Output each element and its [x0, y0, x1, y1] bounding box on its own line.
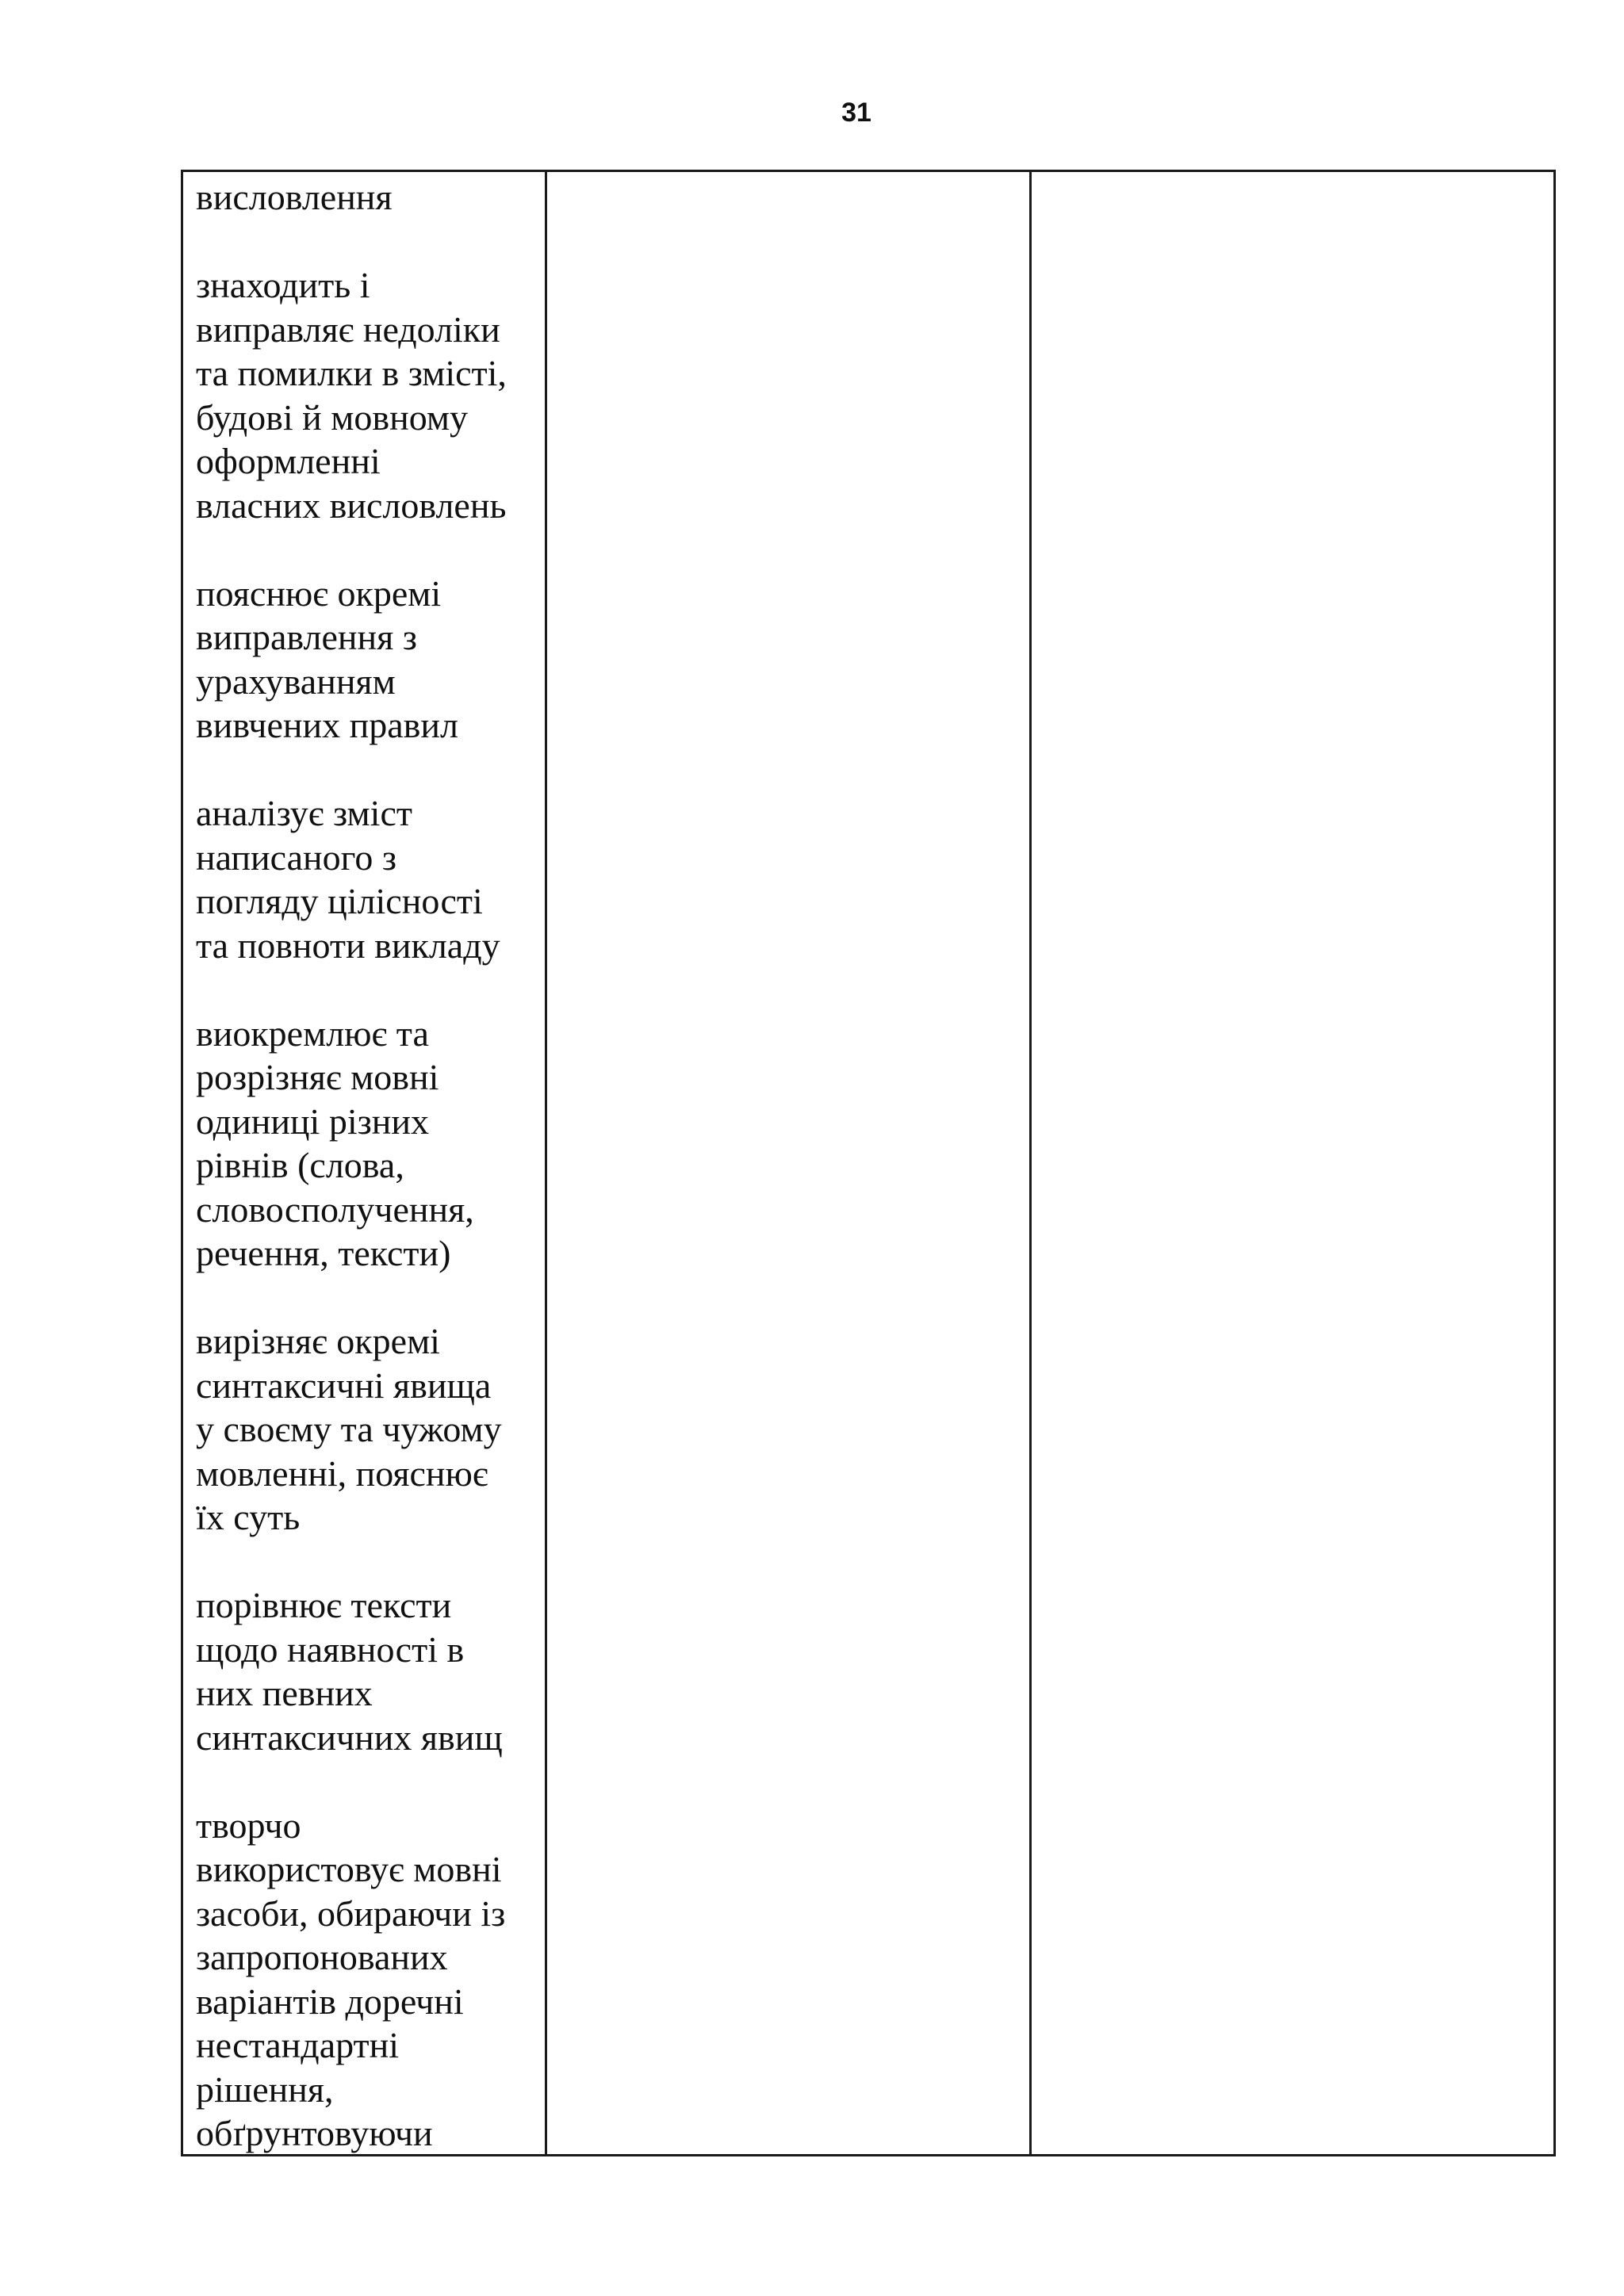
page-number: 31 [841, 98, 871, 128]
table-cell-paragraph: порівнює тексти щодо наявності в них певних синтаксичних явищ [196, 1585, 503, 1758]
table-cell-paragraph: пояснює окремі виправлення з урахуванням вивчених правил [196, 572, 458, 745]
table-cell-paragraph: вирізняє окремі синтаксичні явища у своєму та чужому мовленні, пояснює їх суть [196, 1321, 502, 1537]
table-cell-empty-right [1032, 172, 1553, 2154]
table-cell-empty-middle [547, 172, 1032, 2154]
outcomes-table [181, 170, 1556, 2156]
table-cell-paragraph: виокремлює та розрізняє мовні одиниці різних рівнів (слова, словосполучення, речення, тексти) [196, 1012, 474, 1273]
table-cell-paragraph: висловлення [196, 177, 393, 217]
table-cell-learning-outcomes [183, 172, 547, 2154]
table-cell-paragraph: знаходить і виправляє недоліки та помилки в змісті, будові й мовному оформленні власних висловлень [196, 265, 507, 526]
table-cell-paragraph: творчо використовує мовні засоби, обираючи із запропонованих варіантів доречні нестандартні рішення, обґрунтовуючи [196, 1804, 506, 2153]
table-cell-paragraph: аналізує зміст написаного з погляду цілісності та повноти викладу [196, 793, 500, 966]
